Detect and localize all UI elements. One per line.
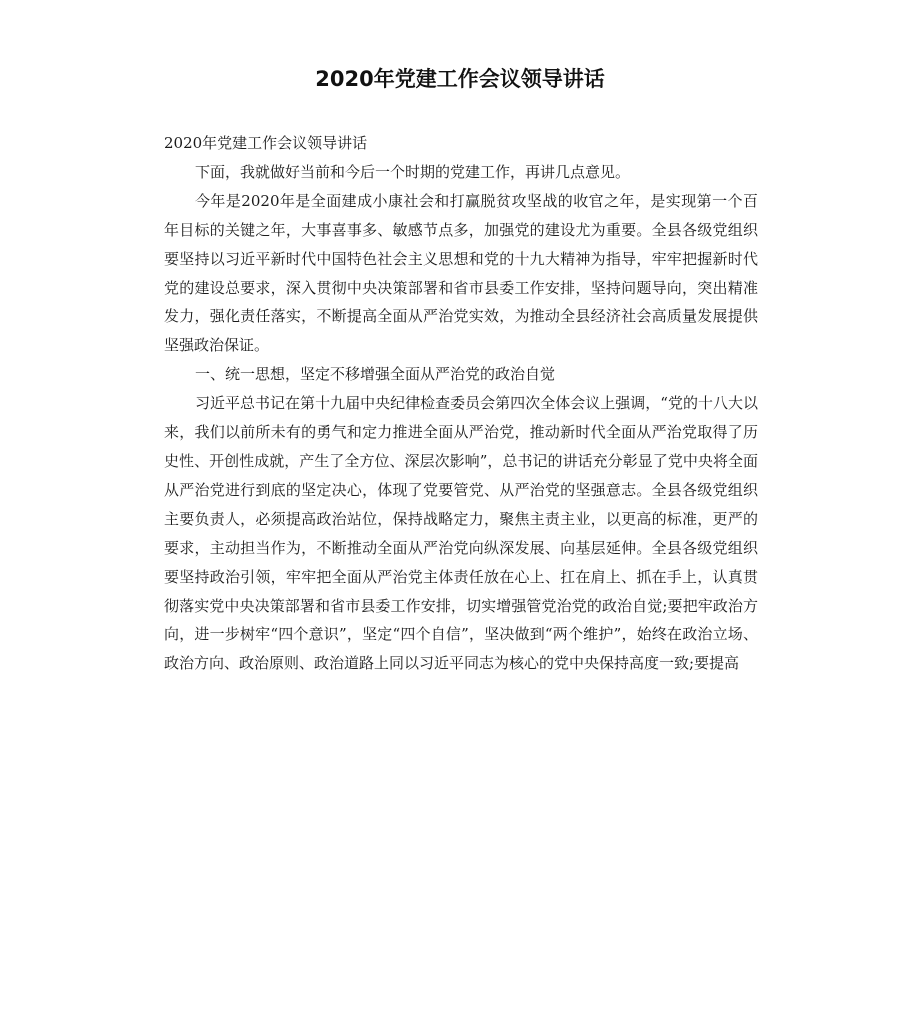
body-paragraph-overview: 今年是2020年是全面建成小康社会和打赢脱贫攻坚战的收官之年，是实现第一个百年目标的关键之年，大事喜事多、敏感节点多，加强党的建设尤为重要。全县各级党组织要坚持以习近平新时代中国特色社会主义思想和党的十九大精神为指导，牢牢把握新时代党的建设总要求，深入贯彻中央决策部署和省市县委工作安排，坚持问题导向，突出精准发力，强化责任落实，不断提高全面从严治党实效，为推动全县经济社会高质量发展提供坚强政治保证。 (164, 191, 758, 355)
body-paragraph-section-1: 习近平总书记在第十九届中央纪律检查委员会第四次全体会议上强调，“党的十八大以来，我们以前所未有的勇气和定力推进全面从严治党，推动新时代全面从严治党取得了历史性、开创性成就，产生了全方位、深层次影响”，总书记的讲话充分彰显了党中央将全面从严治党进行到底的坚定决心，体现了党要管党、从严治党的坚强意志。全县各级党组织主要负责人，必须提高政治站位，保持战略定力，聚焦主责主业，以更高的标准，更严的要求，主动担当作为，不断推动全面从严治党向纵深发展、向基层延伸。全县各级党组织要坚持政治引领，牢牢把全面从严治党主体责任放在心上、扛在肩上、抓在手上，认真贯彻落实党中央决策部署和省市县委工作安排，切实增强管党治党的政治自觉;要把牢政治方向，进一步树牢“四个意识”，坚定“四个自信”，坚决做到“两个维护”，始终在政治立场、政治方向、政治原则、政治道路上同以习近平同志为核心的党中央保持高度一致;要提高 (164, 394, 758, 673)
body-heading-line: 2020年党建工作会议领导讲话 (164, 134, 368, 152)
body-paragraph-intro: 下面，我就做好当前和今后一个时期的党建工作，再讲几点意见。 (195, 162, 631, 181)
document-title: 2020年党建工作会议领导讲话 (315, 67, 605, 91)
document-body (164, 129, 758, 678)
section-heading-1: 一、统一思想，坚定不移增强全面从严治党的政治自觉 (195, 365, 556, 384)
